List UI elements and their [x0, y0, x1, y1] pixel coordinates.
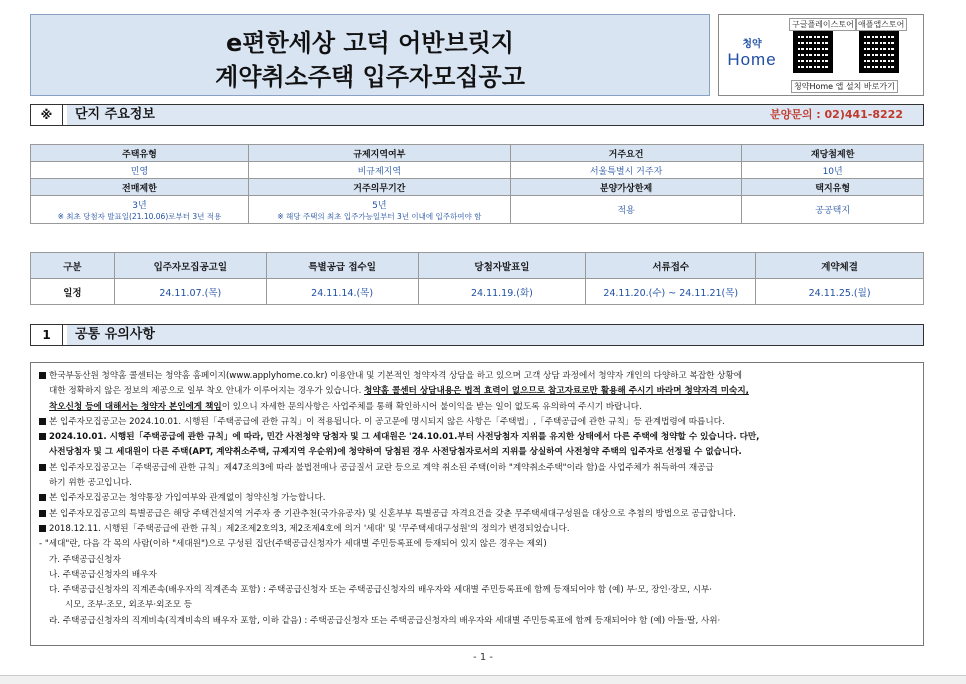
section-1 — [30, 324, 924, 346]
schedule-value: 24.11.25.(월) — [756, 279, 924, 305]
app-store-qr-icon[interactable] — [859, 31, 899, 73]
info-header: 규제지역여부 — [248, 145, 510, 162]
schedule-value: 24.11.19.(화) — [418, 279, 586, 305]
google-play-qr-icon[interactable] — [793, 31, 833, 73]
notice-line — [39, 491, 915, 506]
notice-line — [39, 384, 915, 399]
notice-line — [39, 507, 915, 522]
notice-line — [39, 598, 915, 613]
notice-text: 2018.12.11. 시행된「주택공급에 관한 규칙」제2조제2호의3, 제2조제4호에 의거 '세대' 및 '무주택세대구성원'의 정의가 변경되었습니다. — [49, 523, 570, 534]
schedule-header: 특별공급 접수일 — [266, 253, 418, 279]
notice-line — [39, 461, 915, 476]
schedule-header: 입주자모집공고일 — [114, 253, 266, 279]
notice-line — [39, 583, 915, 598]
info-note: ※ 해당 주택의 최초 입주가능일부터 3년 이내에 입주하여야 함 — [277, 211, 482, 221]
notice-line — [39, 430, 915, 445]
notice-text: 2024.10.01. 시행된「주택공급에 관한 규칙」에 따라, 민간 사전청약 당첨자 및 그 세대원은 '24.10.01.부터 사전당첨자 지위를 유지한 상태에서 다른 주택에 청약할 수 있습니다. 다만, — [49, 432, 760, 443]
notice-emphasis: 착오신청 등에 대해서는 청약자 본인에게 책임 — [49, 401, 222, 412]
schedule-value: 24.11.20.(수) ~ 24.11.21(목) — [586, 279, 756, 305]
info-header: 주택유형 — [31, 145, 249, 162]
notice-text: 한국부동산원 청약홈 콜센터는 청약홈 홈페이지(www.applyhome.co.kr) 이용안내 및 기본적인 청약자격 상담을 하고 있으며 고객 상담 과정에서 청약자 개인의 다양하고 복잡한 상황에 — [49, 371, 743, 381]
notice-text: 라. 주택공급신청자의 직계비속(직계비속의 배우자 포함, 이하 같음) : 주택공급신청자 또는 주택공급신청자의 배우자와 세대별 주민등록표에 함께 등재되어야 함 (예) 아들·딸, 사위· — [49, 615, 721, 626]
applyhome-logo-box — [718, 14, 924, 96]
notice-line — [39, 522, 915, 537]
schedule-value: 24.11.14.(목) — [266, 279, 418, 305]
notice-text: 본 입주자모집공고는 2024.10.01. 시행된「주택공급에 관한 규칙」이 적용됩니다. 이 공고문에 명시되지 않은 사항은「주택법」,「주택공급에 관한 규칙」등 관계법령에 따릅니다. — [49, 416, 725, 427]
notice-text: 이 있으니 자세한 문의사항은 사업주체를 통해 확인하시어 불이익을 받는 일이 없도록 유의하여 주시기 바랍니다. — [221, 401, 642, 412]
info-note: ※ 최초 당첨자 발표일(21.10.06)로부터 3년 적용 — [57, 211, 222, 221]
applyhome-logo[interactable] — [723, 35, 781, 70]
bullet-icon — [39, 418, 46, 425]
bullet-icon — [39, 433, 46, 440]
schedule-value: 24.11.07.(목) — [114, 279, 266, 305]
info-value: 5년 — [372, 200, 387, 211]
bullet-icon — [39, 494, 46, 501]
notice-text: 사전당첨자 및 그 세대원이 다른 주택(APT, 계약취소주택, 규제지역 우순위)에 청약하여 당첨된 경우 사전당첨자로서의 지위를 상실하여 사전청약 주택의 입주자로 선정될 수 없습니다. — [49, 447, 742, 458]
info-value: 서울특별시 거주자 — [510, 162, 742, 179]
notice-text: 본 입주자모집공고는「주택공급에 관한 규칙」제47조의3에 따라 불법전매나 공급질서 교란 등으로 계약 취소된 주택(이하 "계약취소주택"이라 함)을 사업주체가 취득하여 재공급 — [49, 462, 714, 473]
bullet-icon — [39, 525, 46, 532]
schedule-header: 계약체결 — [756, 253, 924, 279]
info-value: 적용 — [510, 196, 742, 224]
title-box — [30, 14, 710, 96]
info-header: 거주의무기간 — [248, 179, 510, 196]
info-header: 재당첨제한 — [742, 145, 924, 162]
notice-text: 다. 주택공급신청자의 직계존속(배우자의 직계존속 포함) : 주택공급신청자 또는 주택공급신청자의 배우자와 세대별 주민등록표에 함께 등재되어야 함 (예) 부·모, 장인·장모, 시부· — [49, 585, 712, 596]
notice-text: 본 입주자모집공고는 청약통장 가입여부와 관계없이 청약신청 가능합니다. — [49, 493, 326, 504]
contact-phone[interactable]: 분양문의 : 02)441-8222 — [769, 108, 903, 121]
section-main-info — [30, 104, 924, 126]
bullet-icon — [39, 464, 46, 471]
notice-box — [30, 362, 924, 646]
notice-text: 대한 정확하지 않은 정보의 제공으로 일부 착오 안내가 이루어지는 경우가 있습니다. — [49, 386, 365, 397]
info-value: 민영 — [31, 162, 249, 179]
page-bottom-edge — [0, 675, 966, 684]
notice-text: 가. 주택공급신청자 — [49, 554, 121, 565]
notice-emphasis: 청약홈 콜센터 상담내용은 법적 효력이 없으므로 참고자료로만 활용해 주시기 바라며 청약자격 미숙지, — [364, 386, 749, 397]
notice-line — [39, 614, 915, 629]
schedule-label: 일정 — [31, 279, 115, 305]
schedule-header: 구분 — [31, 253, 115, 279]
info-header: 거주요건 — [510, 145, 742, 162]
bullet-icon — [39, 372, 46, 379]
logo-main-text: Home — [727, 50, 777, 69]
schedule-header: 서류접수 — [586, 253, 756, 279]
info-value-cell — [31, 196, 249, 224]
section-title-bg — [67, 325, 923, 345]
notice-line — [39, 415, 915, 430]
logo-top-text: 청약 — [742, 39, 762, 50]
notice-line — [39, 369, 915, 384]
notice-line — [39, 537, 915, 552]
info-value: 공공택지 — [742, 196, 924, 224]
section-marker: ※ — [31, 105, 63, 125]
info-header: 전매제한 — [31, 179, 249, 196]
section-title: 단지 주요정보 — [75, 107, 155, 122]
info-header: 분양가상한제 — [510, 179, 742, 196]
notice-text: - "세대"란, 다음 각 목의 사람(이하 "세대원")으로 구성된 집단(주택공급신청자가 세대별 주민등록표에 등재되어 있지 않은 경우는 제외) — [39, 539, 547, 550]
app-store-label: 애플앱스토어 — [855, 18, 907, 31]
section-number: 1 — [31, 325, 63, 345]
notice-text: 본 입주자모집공고의 특별공급은 해당 주택건설지역 거주자 중 기관추천(국가유공자) 및 신혼부부 특별공급 자격요건을 갖춘 무주택세대구성원을 대상으로 추첨의 방법으로 공급합니다. — [49, 508, 736, 519]
page-number: - 1 - — [473, 652, 493, 663]
info-value: 비규제지역 — [248, 162, 510, 179]
section-title: 공통 유의사항 — [75, 327, 155, 342]
info-header: 택지유형 — [742, 179, 924, 196]
notice-line — [39, 476, 915, 491]
google-play-label: 구글플레이스토어 — [789, 18, 857, 31]
schedule-header: 당첨자발표일 — [418, 253, 586, 279]
notice-text: 시모, 조부·조모, 외조부·외조모 등 — [65, 600, 193, 611]
page-title-line2: 계약취소주택 입주자모집공고 — [215, 63, 525, 91]
notice-line — [39, 568, 915, 583]
notice-text: 나. 주택공급신청자의 배우자 — [49, 569, 157, 580]
bullet-icon — [39, 510, 46, 517]
notice-line — [39, 445, 915, 460]
info-value-cell — [248, 196, 510, 224]
page-title-line1: e편한세상 고덕 어반브릿지 — [225, 29, 514, 57]
schedule-table — [30, 252, 924, 305]
app-install-link[interactable]: 청약Home 앱 설치 바로가기 — [791, 80, 898, 93]
info-value: 10년 — [742, 162, 924, 179]
info-value: 3년 — [132, 200, 147, 211]
notice-line — [39, 400, 915, 415]
notice-text: 하기 위한 공고입니다. — [49, 478, 132, 489]
notice-line — [39, 553, 915, 568]
info-table — [30, 144, 924, 224]
